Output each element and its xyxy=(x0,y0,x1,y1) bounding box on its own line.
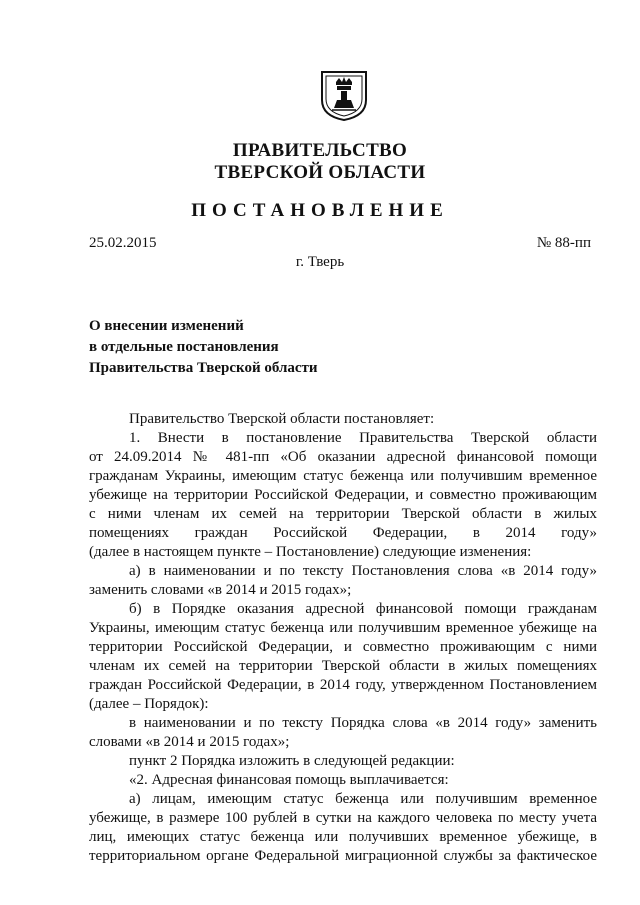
body-line: помещениях граждан Российской Федерации, в 2014 году» xyxy=(89,525,597,541)
body-line: (далее в настоящем пункте – Постановление) следующие изменения: xyxy=(89,544,532,560)
org-title-line2: ТВЕРСКОЙ ОБЛАСТИ xyxy=(214,162,426,183)
body-line: граждан Российской Федерации, в 2014 году, утвержденном Постановлением xyxy=(89,677,597,693)
body-line: убежище, в размере 100 рублей в сутки на каждого человека по месту учета xyxy=(89,810,597,826)
body-line: членам их семей на территории Тверской области в жилых помещениях xyxy=(89,658,597,674)
subject-line: в отдельные постановления xyxy=(89,339,279,355)
document-number: № 88-пп xyxy=(536,235,591,251)
body-line: убежище на территории Российской Федерации, и совместно проживающим xyxy=(89,487,597,503)
document-place: г. Тверь xyxy=(295,254,345,270)
coat-of-arms-icon xyxy=(320,70,368,122)
document-subject xyxy=(89,316,318,379)
body-line: (далее – Порядок): xyxy=(89,696,209,712)
body-line: лиц, имеющих статус беженца или получивших временное убежище, в xyxy=(89,829,597,845)
body-line: «2. Адресная финансовая помощь выплачивается: xyxy=(129,772,449,788)
subject-line: О внесении изменений xyxy=(89,318,244,334)
body-line: территориальном органе Федеральной миграционной службы за фактическое xyxy=(89,848,597,864)
body-line: Украины, имеющим статус беженца или получившим временное убежище на xyxy=(89,620,597,636)
body-line: в наименовании и по тексту Порядка слова «в 2014 году» заменить xyxy=(129,715,597,731)
body-line: территории Российской Федерации, и совместно проживающим с ними xyxy=(89,639,597,655)
body-line: б) в Порядке оказания адресной финансовой помощи гражданам xyxy=(129,601,597,617)
body-line: Правительство Тверской области постановляет: xyxy=(129,411,435,427)
body-line: с ними членам их семей на территории Тверской области в жилых xyxy=(89,506,597,522)
body-line: от 24.09.2014 № 481-пп «Об оказании адресной финансовой помощи xyxy=(89,449,597,465)
subject-line: Правительства Тверской области xyxy=(89,360,318,376)
document-date: 25.02.2015 xyxy=(89,235,157,251)
body-line: а) в наименовании и по тексту Постановления слова «в 2014 году» xyxy=(129,563,597,579)
body-line: пункт 2 Порядка изложить в следующей редакции: xyxy=(129,753,455,769)
document-body xyxy=(89,410,597,866)
body-line: заменить словами «в 2014 и 2015 годах»; xyxy=(89,582,352,598)
document-type: ПОСТАНОВЛЕНИЕ xyxy=(191,200,449,221)
body-line: 1. Внести в постановление Правительства Тверской области xyxy=(129,430,597,446)
body-line: словами «в 2014 и 2015 годах»; xyxy=(89,734,290,750)
body-line: гражданам Украины, имеющим статус беженца или получившим временное xyxy=(89,468,597,484)
body-line: а) лицам, имеющим статус беженца или получившим временное xyxy=(129,791,597,807)
org-title-line1: ПРАВИТЕЛЬСТВО xyxy=(232,140,408,161)
